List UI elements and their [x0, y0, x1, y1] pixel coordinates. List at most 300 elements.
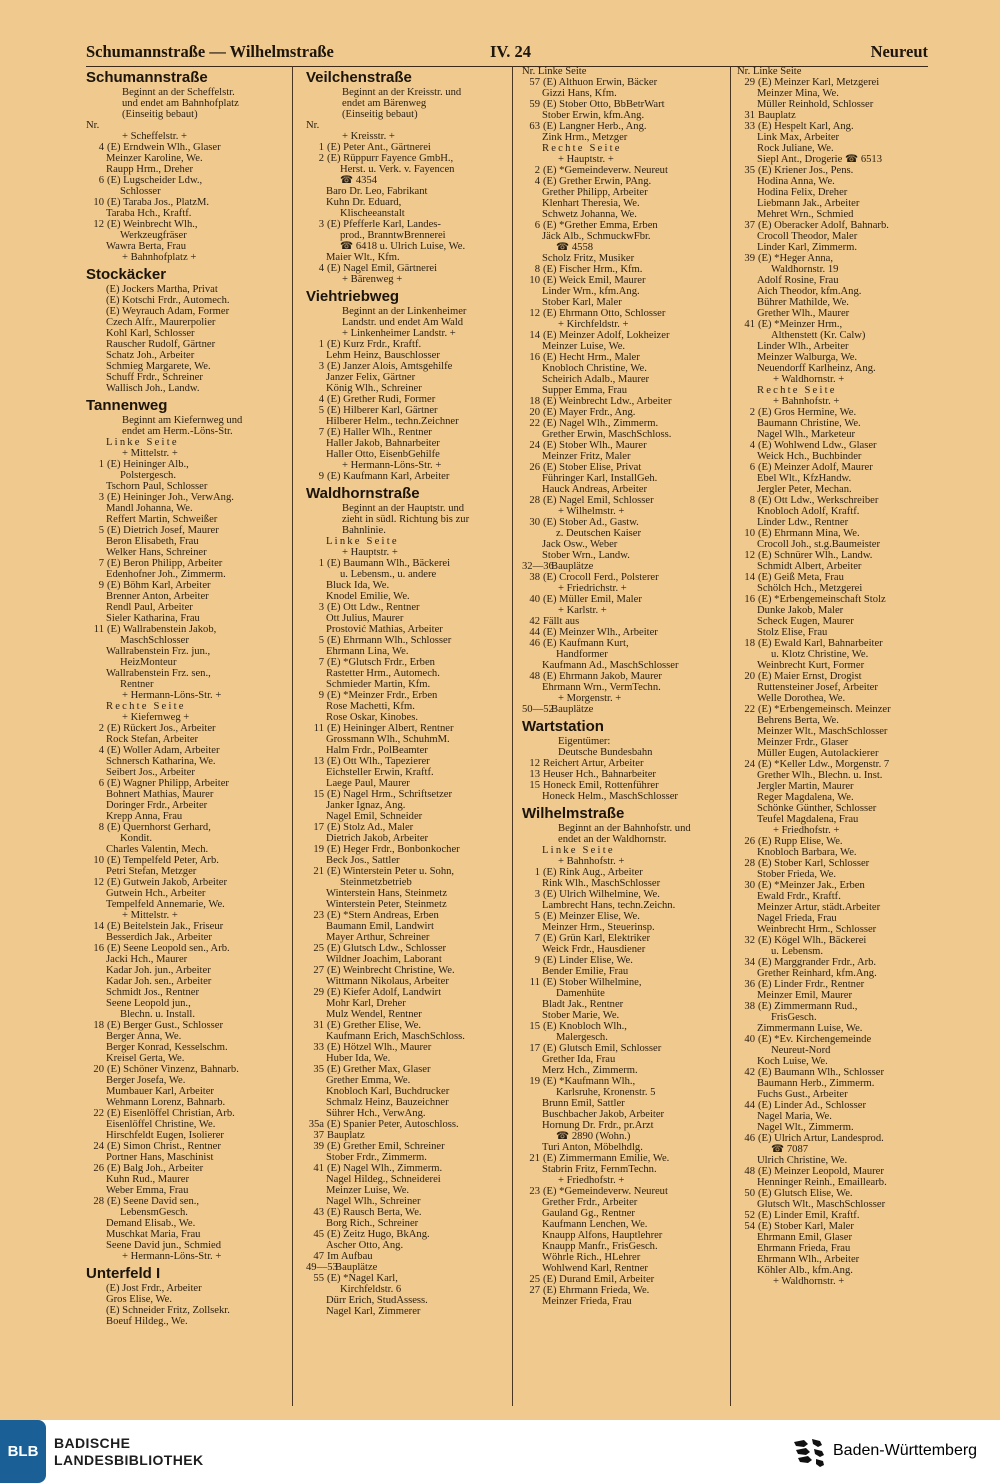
resident-line: Merz Hch., Zimmerm. [542, 1065, 638, 1076]
house-entry [522, 352, 724, 363]
house-number: 23 [313, 910, 324, 921]
continuation-line: Kondit. [120, 833, 153, 844]
house-number: 5 [318, 635, 324, 646]
house-number: 6 [98, 778, 104, 789]
house-number: 5 [318, 405, 324, 416]
library-name [54, 1435, 204, 1469]
house-number: 24 [93, 1141, 104, 1152]
resident-line: Huber Ida, We. [326, 1053, 391, 1064]
house-number: 36 [744, 979, 755, 990]
house-number: 18 [529, 396, 540, 407]
resident-line: Muschkat Maria, Frau [106, 1229, 201, 1240]
resident-line: Seene Leopold jun., [106, 998, 191, 1009]
house-number: 45 [313, 1229, 324, 1240]
house-number: 9 [98, 580, 104, 591]
resident-line: Nagel Wlh., Marketeur [757, 429, 856, 440]
resident-line: Wawra Berta, Frau [106, 241, 187, 252]
house-entry [522, 889, 724, 900]
house-entry [737, 1221, 937, 1232]
house-entry [737, 880, 937, 891]
entry-text: (E) Beitelstein Jak., Friseur [107, 921, 224, 932]
resident-line: Berger Konrad, Kesselschm. [106, 1042, 228, 1053]
house-number: 40 [529, 594, 540, 605]
house-entry [522, 330, 724, 341]
house-number: 26 [744, 836, 755, 847]
house-entry [522, 1076, 724, 1087]
resident-line: Lambrecht Hans, techn.Zeichn. [542, 900, 676, 911]
resident-line: Jergler Martin, Maurer [757, 781, 854, 792]
resident-line: Ehrmann Lina, We. [326, 646, 409, 657]
cross-street: + Hermann-Löns-Str. + [342, 460, 442, 471]
resident-line: Supper Emma, Frau [542, 385, 628, 396]
house-number: 21 [529, 1153, 540, 1164]
house-number: 12 [93, 877, 104, 888]
house-number: 24 [529, 440, 540, 451]
running-header [86, 42, 928, 67]
house-entry [737, 1188, 937, 1199]
house-number: 33 [313, 1042, 324, 1053]
number-label: Nr. [86, 120, 100, 131]
entry-text: Honeck Emil, Rottenführer [543, 780, 659, 791]
blb-logo: BLB [0, 1420, 46, 1483]
house-number: 16 [744, 594, 755, 605]
house-entry [86, 943, 286, 954]
entry-text: (E) Crocoll Ferd., Polsterer [543, 572, 659, 583]
house-entry [522, 616, 724, 627]
resident-line: Bluck Ida, We. [326, 580, 390, 591]
house-number: 9 [318, 690, 324, 701]
street-description: endet am Bärenweg [342, 98, 427, 109]
continuation-line: Werkzeugfräser [120, 230, 187, 241]
entry-text: (E) Hötzel Wlh., Maurer [327, 1042, 432, 1053]
entry-text: (E) Linder Emil, Kraftf. [758, 1210, 860, 1221]
house-entry [522, 308, 724, 319]
entry-text: (E) Weinbrecht Ldw., Arbeiter [543, 396, 672, 407]
resident-line: Grossmann Wlh., SchuhmM. [326, 734, 450, 745]
house-number: 10 [93, 855, 104, 866]
house-number: 59 [529, 99, 540, 110]
state-name: Baden-Württemberg [833, 1442, 978, 1459]
house-entry [522, 911, 724, 922]
side-label: Linke Seite [542, 845, 615, 856]
resident-line: Meinzer Fritz, Maler [542, 451, 631, 462]
house-number: 52 [744, 1210, 755, 1221]
resident-line: Kreisel Gerta, We. [106, 1053, 185, 1064]
cross-street: + Scheffelstr. + [122, 131, 188, 142]
house-number: 12 [529, 308, 540, 319]
side-label: Linke Seite [106, 437, 179, 448]
resident-line: Weinbrecht Kurt, Former [757, 660, 865, 671]
house-number: 7 [534, 933, 540, 944]
cross-street: + Kreisstr. + [342, 131, 395, 142]
street-description: endet an der Waldhornstr. [558, 834, 667, 845]
house-number: 29 [744, 77, 755, 88]
side-label: Linke Seite [326, 536, 399, 547]
house-number: 4 [318, 394, 324, 405]
house-number: 20 [529, 407, 540, 418]
entry-text: (E) *Meinzer Hrm., [758, 319, 843, 330]
continuation-line: FrisGesch. [771, 1012, 817, 1023]
resident-line: Meinzer Frdr., Glaser [757, 737, 849, 748]
resident-line: Meinzer Mina, We. [757, 88, 839, 99]
house-number: 37 [744, 220, 755, 231]
header-section: IV. 24 [490, 42, 531, 61]
resident-line: Dunke Jakob, Maler [757, 605, 844, 616]
house-entry [522, 275, 724, 286]
cross-street: + Bahnhofstr. + [558, 856, 625, 867]
house-number: 1 [318, 558, 324, 569]
continuation-line: Klischeeanstalt [340, 208, 405, 219]
house-entry [306, 1251, 506, 1262]
house-entry [86, 142, 286, 153]
entry-text: (E) Grether Emil, Schreiner [327, 1141, 445, 1152]
continuation-line: u. Klotz Christine, We. [771, 649, 869, 660]
entry-text: (E) Baumann Wlh., Schlosser [758, 1067, 885, 1078]
house-entry [306, 153, 506, 164]
continuation-line: u. Lebensm. [771, 946, 824, 957]
house-entry [86, 525, 286, 536]
house-entry [306, 394, 506, 405]
entry-text: (E) Zeitz Hugo, BkAng. [327, 1229, 430, 1240]
continuation-line: ☎ 4558 [556, 242, 594, 253]
entry-text: (E) Ott Wlh., Tapezierer [327, 756, 430, 767]
resident-line: Ehrmann Wlh., Arbeiter [757, 1254, 860, 1265]
house-entry [306, 1020, 506, 1031]
entry-text: (E) Kaufmann Kurt, [543, 638, 629, 649]
house-number: 4 [534, 176, 540, 187]
house-number: 2 [98, 723, 104, 734]
resident-line: Grether Reinhard, kfm.Ang. [757, 968, 877, 979]
entry-text: (E) Böhm Karl, Arbeiter [107, 580, 211, 591]
entry-text: (E) Spanier Peter, Autoschloss. [327, 1119, 459, 1130]
resident-line: Beron Elisabeth, Frau [106, 536, 199, 547]
house-entry [86, 558, 286, 569]
house-number: 2 [318, 153, 324, 164]
house-entry [522, 396, 724, 407]
resident-line: Hodina Felix, Dreher [757, 187, 848, 198]
entry-text: Bauplätze [551, 561, 594, 572]
house-entry [306, 142, 506, 153]
resident-line: Rock Stefan, Arbeiter [106, 734, 199, 745]
header-streets: Schumannstraße — Wilhelmstraße [86, 42, 334, 61]
entry-text: (E) Zimmermann Rud., [758, 1001, 858, 1012]
house-number: 1 [318, 339, 324, 350]
house-number: 57 [529, 77, 540, 88]
resident-line: Baumann Christine, We. [757, 418, 861, 429]
house-number: 28 [529, 495, 540, 506]
resident-line: Knobloch Christine, We. [542, 363, 647, 374]
entry-text: (E) Rupp Elise, We. [758, 836, 843, 847]
resident-line: Boeuf Hildeg., We. [106, 1316, 188, 1327]
house-number: 1 [534, 867, 540, 878]
resident-line: Crocoll Joh., st.g.Baumeister [757, 539, 880, 550]
cross-street: + Friedhofstr. + [773, 825, 840, 836]
house-number: 2 [749, 407, 755, 418]
house-entry [522, 671, 724, 682]
house-entry [86, 175, 286, 186]
entry-text: (E) Marggrander Frdr., Arb. [758, 957, 877, 968]
resident-line: Adolf Rosine, Frau [757, 275, 839, 286]
house-number: 25 [529, 1274, 540, 1285]
number-label: Nr. Linke Seite [522, 66, 587, 77]
house-entry [306, 844, 506, 855]
house-entry [737, 462, 937, 473]
entry-text: (E) *Nagel Karl, [327, 1273, 398, 1284]
house-entry [737, 220, 937, 231]
cross-street: + Waldhornstr. + [773, 374, 845, 385]
house-entry [306, 471, 506, 482]
resident-line: Meinzer Hrm., Steuerinsp. [542, 922, 655, 933]
number-label: Nr. Linke Seite [737, 66, 802, 77]
entry-text: (E) Wallrabenstein Jakob, [107, 624, 217, 635]
entry-text: (E) *Heger Anna, [758, 253, 834, 264]
resident-line: Wöhrle Rich., HLehrer [542, 1252, 641, 1263]
continuation-line: Schlosser [120, 186, 161, 197]
house-entry [86, 855, 286, 866]
house-number: 7 [318, 427, 324, 438]
resident-line: Weick Hch., Buchbinder [757, 451, 862, 462]
house-entry [306, 1273, 506, 1284]
resident-line: Brenner Anton, Arbeiter [106, 591, 209, 602]
resident-line: Lehm Heinz, Bauschlosser [326, 350, 440, 361]
house-number: 22 [529, 418, 540, 429]
resident-line: Baumann Herb., Zimmerm. [757, 1078, 875, 1089]
library-name-line1: BADISCHE [54, 1435, 131, 1451]
resident-line: Ruttensteiner Josef, Arbeiter [757, 682, 878, 693]
cross-street: + Friedhofstr. + [558, 1175, 625, 1186]
entry-text: (E) Grether Max, Glaser [327, 1064, 431, 1075]
continuation-line: Karlsruhe, Kronenstr. 5 [556, 1087, 656, 1098]
house-entry [86, 580, 286, 591]
resident-line: Stober Erwin, kfm.Ang. [542, 110, 645, 121]
resident-line: (E) Weyrauch Adam, Former [106, 306, 230, 317]
house-entry [737, 594, 937, 605]
entry-text: (E) Nagel Emil, Gärtnerei [327, 263, 438, 274]
entry-text: (E) Linder Frdr., Rentner [758, 979, 865, 990]
resident-line: Besserdich Jak., Arbeiter [106, 932, 212, 943]
resident-line: Müller Eugen, Autolackierer [757, 748, 879, 759]
resident-line: Doringer Frdr., Arbeiter [106, 800, 208, 811]
continuation-line: Damenhüte [556, 988, 605, 999]
street-description: (Einseitig bebaut) [342, 109, 418, 120]
resident-line: Koch Luise, We. [757, 1056, 828, 1067]
house-entry [306, 756, 506, 767]
resident-line: Buschbacher Jakob, Arbeiter [542, 1109, 665, 1120]
resident-line: Zimmermann Luise, We. [757, 1023, 863, 1034]
resident-line: Kadar Joh. sen., Arbeiter [106, 976, 212, 987]
house-number: 41 [313, 1163, 324, 1174]
house-number: 5 [534, 911, 540, 922]
resident-line: Kadar Joh. jun., Arbeiter [106, 965, 211, 976]
house-number: 38 [744, 1001, 755, 1012]
column-4 [737, 66, 937, 1416]
house-entry [737, 671, 937, 682]
entry-text: (E) Müller Emil, Maler [543, 594, 642, 605]
street-description: Bahnlinie. [342, 525, 386, 536]
cross-street: + Mittelstr. + [122, 448, 178, 459]
entry-text: (E) Meinzer Karl, Metzgerei [758, 77, 880, 88]
entry-text: (E) Seene Leopold sen., Arb. [107, 943, 230, 954]
resident-line: Grether Ida, Frau [542, 1054, 616, 1065]
resident-line: Sührer Hch., VerwAng. [326, 1108, 426, 1119]
resident-line: Linder Wlh., Arbeiter [757, 341, 849, 352]
resident-line: Meinzer Karoline, We. [106, 153, 203, 164]
entry-text: (E) Ehrmann Frieda, We. [543, 1285, 650, 1296]
house-entry [86, 1064, 286, 1075]
resident-line: Crocoll Theodor, Maler [757, 231, 858, 242]
house-entry [737, 858, 937, 869]
cross-street: + Karlstr. + [558, 605, 607, 616]
resident-line: Weick Frdr., Hausdiener [542, 944, 646, 955]
house-entry [522, 165, 724, 176]
house-entry [522, 638, 724, 649]
continuation-line: Blechn. u. Install. [120, 1009, 196, 1020]
house-entry [522, 1274, 724, 1285]
house-entry [737, 704, 937, 715]
street-heading: Waldhornstraße [306, 485, 420, 502]
resident-line: Maier Wlt., Kfm. [326, 252, 400, 263]
resident-line: Reffert Martin, Schweißer [106, 514, 218, 525]
entry-text: (E) Meinzer Leopold, Maurer [758, 1166, 884, 1177]
resident-line: Haller Otto, EisenbGehilfe [326, 449, 440, 460]
column-1 [86, 66, 286, 1416]
resident-line: Stolz Elise, Frau [757, 627, 828, 638]
resident-line: Wallisch Joh., Landw. [106, 383, 200, 394]
resident-line: Meinzer Wlt., MaschSchlosser [757, 726, 888, 737]
house-number: 27 [529, 1285, 540, 1296]
house-entry [86, 624, 286, 635]
house-number: 13 [313, 756, 324, 767]
entry-text: (E) Heininger Alb., [107, 459, 189, 470]
house-entry [306, 602, 506, 613]
resident-line: Mumbauer Karl, Arbeiter [106, 1086, 214, 1097]
resident-line: Stober Frdr., Zimmerm. [326, 1152, 427, 1163]
column-3 [522, 66, 724, 1416]
entry-text: (E) Meinzer Elise, We. [543, 911, 640, 922]
resident-line: Scheirich Adalb., Maurer [542, 374, 650, 385]
street-heading: Unterfeld I [86, 1265, 161, 1282]
entry-text: (E) *Gemeindeverw. Neureut [543, 1186, 668, 1197]
resident-line: Ehrmann Emil, Glaser [757, 1232, 853, 1243]
house-entry [306, 1207, 506, 1218]
house-entry [306, 263, 506, 274]
house-number: 44 [744, 1100, 755, 1111]
side-label: Rechte Seite [106, 701, 186, 712]
house-entry [522, 704, 724, 715]
resident-line: Nagel Wlh., Schreiner [326, 1196, 421, 1207]
house-number: 12 [744, 550, 755, 561]
resident-line: Eichsteller Erwin, Kraftf. [326, 767, 434, 778]
entry-text: (E) Grether Rudi, Former [327, 394, 436, 405]
entry-text: (E) Peter Ant., Gärtnerei [327, 142, 431, 153]
house-number: 19 [529, 1076, 540, 1087]
house-entry [86, 1163, 286, 1174]
resident-line: Dürr Erich, StudAssess. [326, 1295, 428, 1306]
house-number: 8 [534, 264, 540, 275]
entry-text: (E) Linder Elise, We. [543, 955, 633, 966]
house-number: 20 [744, 671, 755, 682]
resident-line: Haller Jakob, Bahnarbeiter [326, 438, 440, 449]
footer-bar [0, 1420, 1000, 1483]
house-number: 4 [98, 745, 104, 756]
resident-line: Jacki Hch., Maurer [106, 954, 188, 965]
house-entry [306, 219, 506, 230]
house-number: 10 [529, 275, 540, 286]
resident-line: Brunn Emil, Sattler [542, 1098, 625, 1109]
entry-text: (E) Nagel Wlh., Zimmerm. [543, 418, 659, 429]
house-entry [306, 690, 506, 701]
resident-line: Ehrmann Frieda, Frau [757, 1243, 851, 1254]
cross-street: + Wilhelmstr. + [558, 506, 625, 517]
resident-line: Meinzer Luise, We. [542, 341, 626, 352]
resident-line: Schmidt Albert, Arbeiter [757, 561, 862, 572]
entry-text: (E) Langner Herb., Ang. [543, 121, 647, 132]
column-rule [292, 66, 293, 1406]
house-entry [306, 965, 506, 976]
continuation-line: prod., BranntwBrennerei [340, 230, 446, 241]
resident-line: Meinzer Frieda, Frau [542, 1296, 632, 1307]
house-entry [737, 407, 937, 418]
resident-line: (E) Schneider Fritz, Zollsekr. [106, 1305, 230, 1316]
house-entry [522, 418, 724, 429]
house-number: 14 [93, 921, 104, 932]
number-label: Nr. [306, 120, 320, 131]
street-description: und endet am Bahnhofplatz [122, 98, 239, 109]
resident-line: Krepp Anna, Frau [106, 811, 183, 822]
house-entry [306, 1042, 506, 1053]
house-entry [306, 405, 506, 416]
street-description: Beginnt an der Bahnhofstr. und [558, 823, 691, 834]
street-description: zieht in südl. Richtung bis zur [342, 514, 470, 525]
street-description: (Einseitig bebaut) [122, 109, 198, 120]
entry-text: (E) Meinzer Adolf, Lokheizer [543, 330, 670, 341]
house-entry [522, 264, 724, 275]
continuation-line: HeizMonteur [120, 657, 177, 668]
house-entry [86, 921, 286, 932]
entry-text: (E) Eisenlöffel Christian, Arb. [107, 1108, 235, 1119]
house-entry [86, 822, 286, 833]
street-description: Beginnt am Kiefernweg und [122, 415, 243, 426]
house-number: 48 [529, 671, 540, 682]
house-entry [522, 77, 724, 88]
house-entry [306, 723, 506, 734]
resident-line: Wittmann Nikolaus, Arbeiter [326, 976, 449, 987]
street-heading: Schumannstraße [86, 69, 208, 86]
house-number: 3 [318, 602, 324, 613]
resident-line: Nagel Karl, Zimmerer [326, 1306, 421, 1317]
resident-line: Mulz Wendel, Rentner [326, 1009, 422, 1020]
street-description: Beginnt an der Kreisstr. und [342, 87, 462, 98]
house-number: 35 [744, 165, 755, 176]
resident-line: Nagel Maria, We. [757, 1111, 832, 1122]
house-number: 14 [744, 572, 755, 583]
house-entry [737, 1034, 937, 1045]
resident-line: Schuff Frdr., Schreiner [106, 372, 203, 383]
resident-line: Weber Emma, Frau [106, 1185, 189, 1196]
resident-line: Gutwein Hch., Arbeiter [106, 888, 206, 899]
house-number: 9 [318, 471, 324, 482]
entry-text: (E) Gutwein Jakob, Arbeiter [107, 877, 228, 888]
house-entry [737, 638, 937, 649]
resident-line: Knodel Emilie, We. [326, 591, 410, 602]
resident-line: Meinzer Artur, städt.Arbeiter [757, 902, 881, 913]
house-entry [737, 1166, 937, 1177]
house-number: 9 [534, 955, 540, 966]
street-description: Landstr. und endet Am Wald [342, 317, 464, 328]
resident-line: Tschorn Paul, Schlosser [106, 481, 208, 492]
entry-text: (E) Weinbrecht Christine, We. [327, 965, 455, 976]
resident-line: Schönke Günther, Schlosser [757, 803, 877, 814]
